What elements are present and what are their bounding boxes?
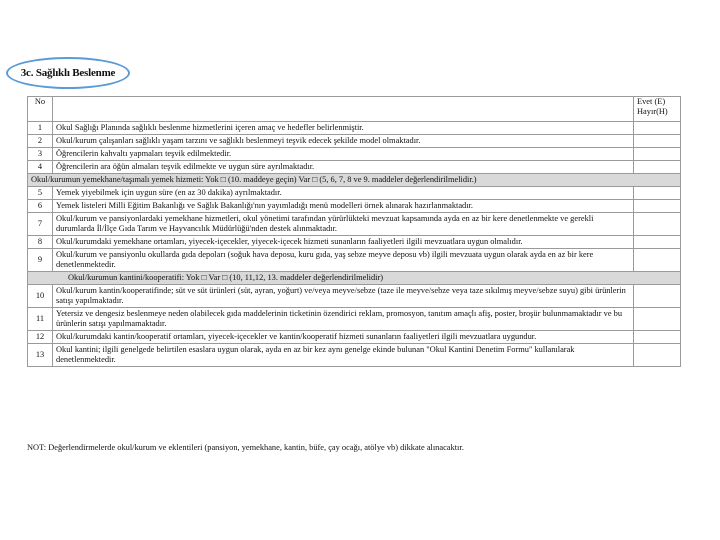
row-number: 12 (28, 331, 53, 344)
table-row (28, 122, 681, 135)
row-answer-cell[interactable] (634, 308, 681, 331)
section-condition-row (28, 272, 681, 285)
row-answer-cell[interactable] (634, 161, 681, 174)
row-answer-cell[interactable] (634, 187, 681, 200)
row-answer-cell[interactable] (634, 249, 681, 272)
condition-text: Okul/kurumun yemekhane/taşımalı yemek hizmeti: Yok □ (10. maddeye geçin) Var □ (5, 6, 7, 8 ve 9. maddeler değerlendirilmelidir.) (28, 174, 681, 187)
header-text (53, 97, 634, 122)
table-row (28, 213, 681, 236)
row-number: 9 (28, 249, 53, 272)
row-criterion: Okul kantini; ilgili genelgede belirtilen esaslara uygun olarak, ayda en az bir kez aynı genelge ekinde bulunan "Okul Kantini Denetim Formu" kullanılarak denetlenmektedir. (53, 344, 634, 367)
row-answer-cell[interactable] (634, 213, 681, 236)
table-row (28, 285, 681, 308)
header-no: No (28, 97, 53, 122)
condition-text: Okul/kurumun kantini/kooperatifi: Yok □ Var □ (10, 11,12, 13. maddeler değerlendirilmelidir) (28, 272, 681, 285)
checklist-table (27, 96, 681, 367)
row-answer-cell[interactable] (634, 200, 681, 213)
row-criterion: Yemek yiyebilmek için uygun süre (en az 30 dakika) ayrılmaktadır. (53, 187, 634, 200)
row-number: 3 (28, 148, 53, 161)
row-criterion: Okul/kurumdaki yemekhane ortamları, yiyecek-içecekler, yiyecek-içecek hizmeti sunanların faaliyetleri ilgili mevzuatlara uygun olmalıdır. (53, 236, 634, 249)
row-answer-cell[interactable] (634, 331, 681, 344)
row-answer-cell[interactable] (634, 122, 681, 135)
header-answer-no: Hayır(H) (637, 107, 668, 116)
row-number: 10 (28, 285, 53, 308)
header-answer (634, 97, 681, 122)
table-row (28, 200, 681, 213)
row-criterion: Okul/kurum ve pansiyonlu okullarda gıda depoları (soğuk hava deposu, kuru gıda, yaş sebze meyve deposu vb) ilgili mevzuata uygun olarak ayda en az bir kere denetlenmektedir. (53, 249, 634, 272)
row-criterion: Öğrencilerin ara öğün almaları teşvik edilmekte ve uygun süre ayrılmaktadır. (53, 161, 634, 174)
row-number: 7 (28, 213, 53, 236)
row-criterion: Yetersiz ve dengesiz beslenmeye neden olabilecek gıda maddelerinin ticketinin özendirici reklam, promosyon, tanıtım amaçlı afiş, poster, broşür bulunmamaktadır ve bu ürünlerin satışı yapılmamaktadır. (53, 308, 634, 331)
row-number: 6 (28, 200, 53, 213)
table-row (28, 236, 681, 249)
table-header-row (28, 97, 681, 122)
row-criterion: Okul/kurum çalışanları sağlıklı yaşam tarzını ve sağlıklı beslenmeyi teşvik edecek şekilde model olmaktadır. (53, 135, 634, 148)
row-number: 8 (28, 236, 53, 249)
row-criterion: Okul/kurum ve pansiyonlardaki yemekhane hizmetleri, okul yönetimi tarafından yürürlükteki mevzuat kapsamında ayda en az bir kere denetlenmekte ve gerekli durumlarda İl/İlçe Gıda Tarım ve Hayvancılık Müdürlüğü'nden destek alınmaktadır. (53, 213, 634, 236)
table-row (28, 148, 681, 161)
row-answer-cell[interactable] (634, 236, 681, 249)
row-criterion: Yemek listeleri Milli Eğitim Bakanlığı ve Sağlık Bakanlığı'nın yayımladığı menü modelleri örnek alınarak hazırlanmaktadır. (53, 200, 634, 213)
table-row (28, 308, 681, 331)
row-number: 11 (28, 308, 53, 331)
section-condition-row (28, 174, 681, 187)
row-answer-cell[interactable] (634, 285, 681, 308)
table-row (28, 249, 681, 272)
row-criterion: Okul/kurumdaki kantin/kooperatif ortamları, yiyecek-içecekler ve kantin/kooperatif hizmeti sunanların faaliyetleri ilgili mevzuatlara uygundur. (53, 331, 634, 344)
row-number: 2 (28, 135, 53, 148)
row-number: 4 (28, 161, 53, 174)
table-row (28, 187, 681, 200)
table-row (28, 331, 681, 344)
header-answer-yes: Evet (E) (637, 97, 666, 106)
row-criterion: Öğrencilerin kahvaltı yapmaları teşvik edilmektedir. (53, 148, 634, 161)
table-row (28, 161, 681, 174)
row-answer-cell[interactable] (634, 344, 681, 367)
section-title: 3c. Sağlıklı Beslenme (20, 67, 116, 79)
row-criterion: Okul Sağlığı Planında sağlıklı beslenme hizmetlerini içeren amaç ve hedefler belirlenmiştir. (53, 122, 634, 135)
row-number: 5 (28, 187, 53, 200)
section-title-highlight (6, 57, 130, 89)
row-number: 13 (28, 344, 53, 367)
table-row (28, 135, 681, 148)
table-row (28, 344, 681, 367)
row-answer-cell[interactable] (634, 135, 681, 148)
row-criterion: Okul/kurum kantin/kooperatifinde; süt ve süt ürünleri (süt, ayran, yoğurt) ve/veya meyve/sebze (taze ile meyve/sebze veya taze sıkılmış meyve/sebze suyu) gibi ürünlerin satışı yapılmaktadır. (53, 285, 634, 308)
row-answer-cell[interactable] (634, 148, 681, 161)
row-number: 1 (28, 122, 53, 135)
footnote: NOT: Değerlendirmelerde okul/kurum ve eklentileri (pansiyon, yemekhane, kantin, büfe, çay ocağı, atölye vb) dikkate alınacaktır. (27, 443, 464, 452)
